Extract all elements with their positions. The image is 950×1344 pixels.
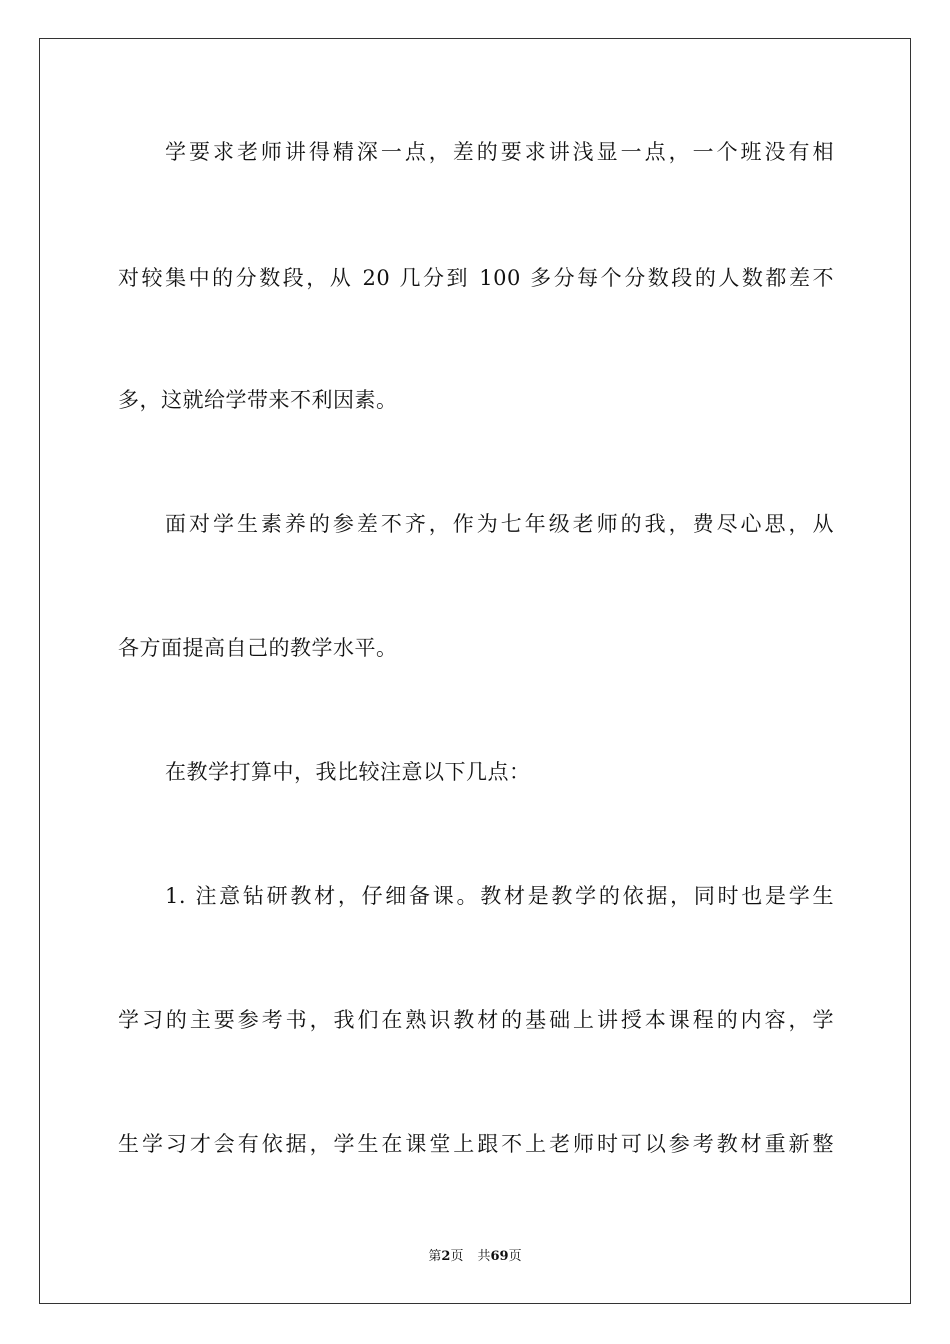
- text-line-2: 对较集中的分数段，从 20 几分到 100 多分每个分数段的人数都差不: [118, 266, 834, 290]
- text-line-4: 面对学生素养的参差不齐，作为七年级老师的我，费尽心思，从: [165, 512, 834, 536]
- text-line-8: 学习的主要参考书，我们在熟识教材的基础上讲授本课程的内容，学: [118, 1008, 834, 1032]
- total-label-suffix: 页: [508, 1249, 522, 1264]
- total-label-prefix: 共: [477, 1249, 491, 1264]
- text-line-1: 学要求老师讲得精深一点，差的要求讲浅显一点，一个班没有相: [165, 140, 834, 164]
- page-label-suffix: 页: [450, 1249, 464, 1264]
- page-number: 2: [441, 1249, 451, 1264]
- text-line-7: 1. 注意钻研教材，仔细备课。教材是教学的依据，同时也是学生: [165, 884, 834, 908]
- text-line-9: 生学习才会有依据，学生在课堂上跟不上老师时可以参考教材重新整: [118, 1132, 834, 1156]
- page-label-prefix: 第: [428, 1249, 442, 1264]
- text-line-5: 各方面提高自己的教学水平。: [118, 636, 398, 660]
- total-pages: 69: [490, 1249, 509, 1264]
- text-line-3: 多，这就给学带来不利因素。: [118, 388, 398, 412]
- text-line-6: 在教学打算中，我比较注意以下几点：: [165, 760, 531, 784]
- page-footer: [0, 1248, 950, 1266]
- page-frame: [39, 38, 911, 1304]
